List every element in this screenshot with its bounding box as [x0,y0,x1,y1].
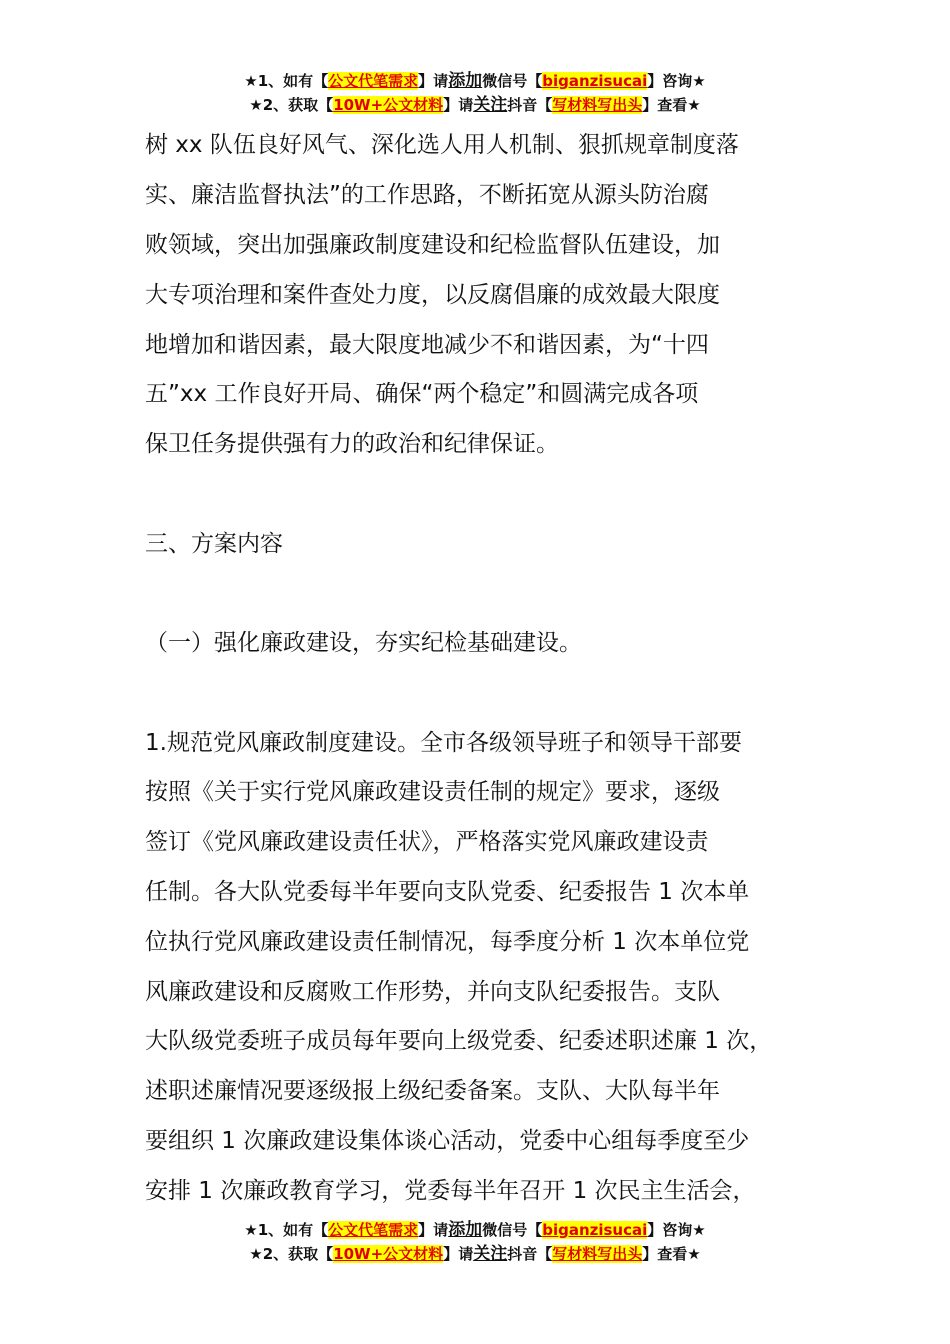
text: 抖音【 [507,1245,553,1263]
text: 添加 [448,71,483,91]
banner-line-2 [0,93,950,117]
text-line: 要组织 1 次廉政建设集体谈心活动，党委中心组每季度至少 [145,1128,750,1154]
section-heading: 三、方案内容 [145,531,283,557]
text-line: 任制。各大队党委每半年要向支队党委、纪委报告 1 次本单 [145,879,750,905]
subsection-heading: （一）强化廉政建设，夯实纪检基础建设。 [145,630,582,656]
highlight: 公文代笔需求 [328,72,419,90]
text-line: 保卫任务提供强有力的政治和纪律保证。 [145,431,559,457]
highlight: 10W+公文材料 [333,1245,444,1263]
text: 】咨询★ [647,72,706,90]
text: 】请 [443,96,474,114]
banner-line-2 [0,1242,950,1266]
text-line: 签订《党风廉政建设责任状》，严格落实党风廉政建设责 [145,829,709,855]
text-line: 大队级党委班子成员每年要向上级党委、纪委述职述廉 1 次， [145,1028,773,1054]
text: 微信号【 [482,72,543,90]
text-line: 1.规范党风廉政制度建设。全市各级领导班子和领导干部要 [145,730,742,756]
text-line: 地增加和谐因素，最大限度地减少不和谐因素，为“十四 [145,332,709,358]
text-line: 风廉政建设和反腐败工作形势，并向支队纪委报告。支队 [145,979,720,1005]
text-line: 按照《关于实行党风廉政建设责任制的规定》要求，逐级 [145,779,720,805]
text-line: 安排 1 次廉政教育学习，党委每半年召开 1 次民主生活会， [145,1178,756,1204]
highlight: 10W+公文材料 [333,96,444,114]
text-line: 五”xx 工作良好开局、确保“两个稳定”和圆满完成各项 [145,381,699,407]
text: 】请 [418,1221,449,1239]
banner-line-1 [0,1218,950,1242]
highlight: biganzisucai [542,72,648,90]
text-line: 树 xx 队伍良好风气、深化选人用人机制、狠抓规章制度落 [145,132,739,158]
text: 】查看★ [642,96,701,114]
text: ★1、如有【 [244,72,329,90]
text-line: 败领域，突出加强廉政制度建设和纪检监督队伍建设，加 [145,232,720,258]
text: 】查看★ [642,1245,701,1263]
text: 】咨询★ [647,1221,706,1239]
highlight: 写材料写出头 [552,1245,643,1263]
header-banner [0,69,950,117]
text: ★2、获取【 [249,96,334,114]
text-line: 大专项治理和案件查处力度，以反腐倡廉的成效最大限度 [145,282,720,308]
text: ★2、获取【 [249,1245,334,1263]
text-line: 位执行党风廉政建设责任制情况，每季度分析 1 次本单位党 [145,929,750,955]
text: 添加 [448,1220,483,1240]
text: 抖音【 [507,96,553,114]
text: 关注 [473,95,508,115]
footer-banner [0,1218,950,1266]
highlight: biganzisucai [542,1221,648,1239]
highlight: 公文代笔需求 [328,1221,419,1239]
text: ★1、如有【 [244,1221,329,1239]
banner-line-1 [0,69,950,93]
text: 】请 [418,72,449,90]
text: 】请 [443,1245,474,1263]
text-line: 实、廉洁监督执法”的工作思路，不断拓宽从源头防治腐 [145,182,709,208]
text: 关注 [473,1244,508,1264]
text: 微信号【 [482,1221,543,1239]
highlight: 写材料写出头 [552,96,643,114]
text-line: 述职述廉情况要逐级报上级纪委备案。支队、大队每半年 [145,1078,720,1104]
